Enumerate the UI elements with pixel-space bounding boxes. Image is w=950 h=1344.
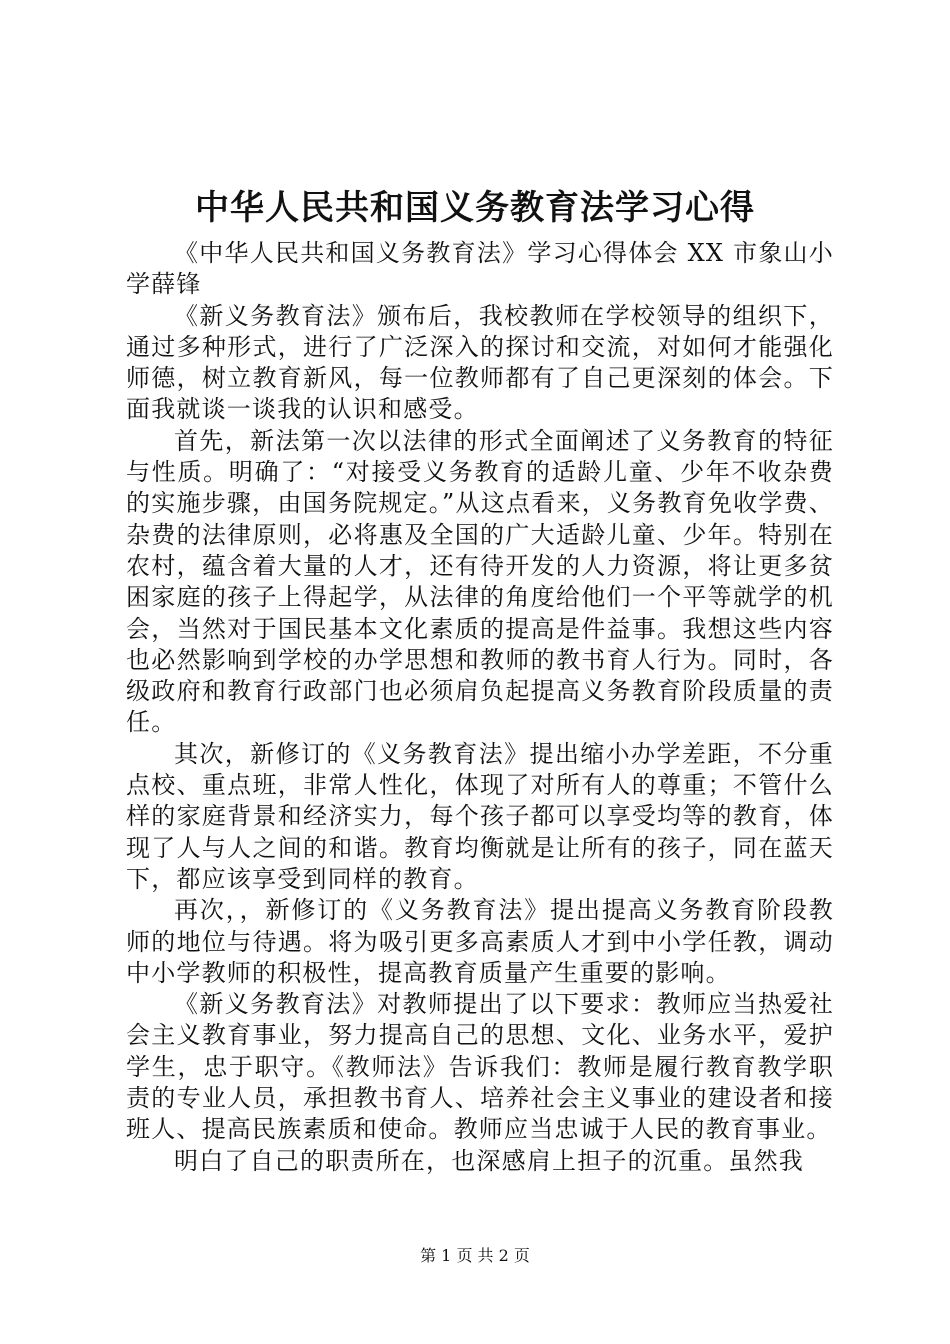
paragraph-5: 《新义务教育法》对教师提出了以下要求：教师应当热爱社会主义教育事业，努力提高自己的思想、文化、业务水平，爱护学生，忠于职守。《教师法》告诉我们：教师是履行教育教学职责的专业人员，承担教书育人、培养社会主义事业的建设者和接班人、提高民族素质和使命。教师应当忠诚于人民的教育事业。 <box>126 990 834 1144</box>
paragraph-intro: 《中华人民共和国义务教育法》学习心得体会 XX 市象山小学薛锋 <box>126 239 834 299</box>
paragraph-1: 《新义务教育法》颁布后，我校教师在学校领导的组织下，通过多种形式，进行了广泛深入的探讨和交流，对如何才能强化师德，树立教育新风，每一位教师都有了自己更深刻的体会。下面我就谈一谈我的认识和感受。 <box>126 301 834 424</box>
document-title: 中华人民共和国义务教育法学习心得 <box>195 188 755 228</box>
page-footer: 第 1 页 共 2 页 <box>420 1246 530 1265</box>
paragraph-6: 明白了自己的职责所在，也深感肩上担子的沉重。虽然我 <box>174 1146 804 1175</box>
document-body <box>126 238 834 1177</box>
paragraph-3: 其次，新修订的《义务教育法》提出缩小办学差距，不分重点校、重点班，非常人性化，体现了对所有人的尊重；不管什么样的家庭背景和经济实力，每个孩子都可以享受均等的教育，体现了人与人之间的和谐。教育均衡就是让所有的孩子，同在蓝天下，都应该享受到同样的教育。 <box>126 739 834 893</box>
paragraph-2: 首先，新法第一次以法律的形式全面阐述了义务教育的特征与性质。明确了：“对接受义务教育的适龄儿童、少年不收杂费的实施步骤，由国务院规定。”从这点看来，义务教育免收学费、杂费的法律原则，必将惠及全国的广大适龄儿童、少年。特别在农村，蕴含着大量的人才，还有待开发的人力资源，将让更多贫困家庭的孩子上得起学，从法律的角度给他们一个平等就学的机会，当然对于国民基本文化素质的提高是件益事。我想这些内容也必然影响到学校的办学思想和教师的教书育人行为。同时，各级政府和教育行政部门也必须肩负起提高义务教育阶段质量的责任。 <box>126 426 834 737</box>
paragraph-4: 再次，，新修订的《义务教育法》提出提高义务教育阶段教师的地位与待遇。将为吸引更多高素质人才到中小学任教，调动中小学教师的积极性，提高教育质量产生重要的影响。 <box>126 896 834 987</box>
